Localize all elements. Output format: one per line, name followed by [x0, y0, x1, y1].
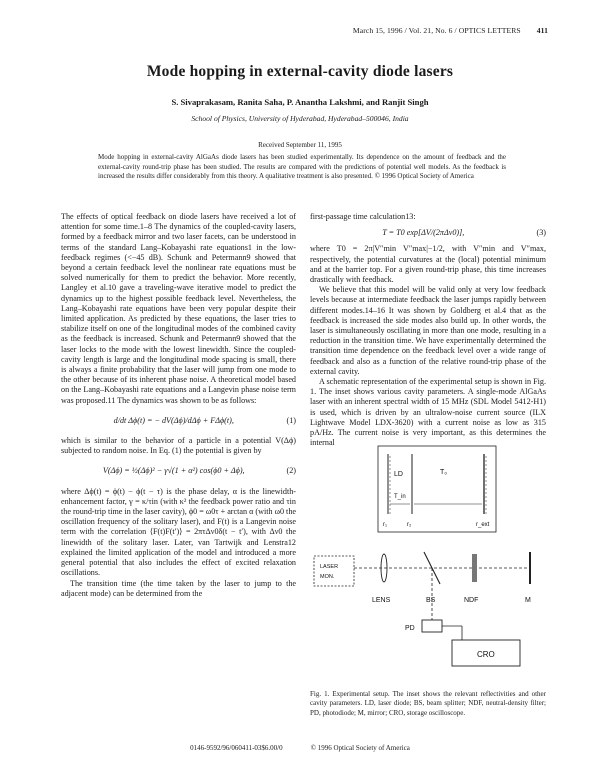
equation-2-expr: V(Δϕ) = ½(Δϕ)² − γ√(1 + α²) cos(ϕ0 + Δϕ),: [102, 466, 245, 476]
equation-3-expr: T = T0 exp[ΔV/(2πΔν0)],: [382, 228, 465, 238]
equation-2: [61, 466, 296, 476]
laser-label: LASER: [320, 564, 339, 570]
equation-1: [61, 416, 296, 426]
paragraph-potential: which is similar to the behavior of a particle in a potential V(Δϕ) subjected to random noise. In Eq. (1) the potential is given by: [61, 436, 296, 456]
equation-3: [310, 228, 546, 238]
inset-r2-label: r₂: [407, 522, 412, 528]
footer-code: 0146-9592/96/060411-03$6.00/0: [190, 744, 283, 752]
paragraph-first-passage: first-passage time calculation13:: [310, 212, 416, 221]
running-header: [353, 26, 548, 35]
cavity-inset: [378, 446, 496, 532]
setup-diagram: [314, 552, 531, 666]
ndf-shape: [472, 554, 477, 582]
left-column: [61, 212, 296, 599]
inset-r1-label: r₁: [383, 522, 388, 528]
inset-t0-label: T₀: [440, 469, 448, 476]
mirror-label: M: [525, 597, 531, 604]
inset-rext-label: r_ext: [476, 522, 490, 528]
ndf-label: NDF: [464, 597, 479, 604]
cro-label: CRO: [477, 650, 495, 659]
lens-label: LENS: [372, 597, 391, 604]
equation-3-number: (3): [536, 228, 546, 238]
abstract: Mode hopping in external-cavity AlGaAs diode lasers has been studied experimentally. Its dependence on the amount of feedback and the external-cavity round-trip phase has been studied. The results are compared with the predictions of potential well models. As the feedback is increased the results differ considerably from this theory. A qualitative treatment is also presented. © 1996 Optical Society of America: [98, 153, 506, 181]
received-date: Received September 11, 1995: [258, 141, 342, 149]
photodiode-box: [422, 620, 442, 632]
paragraph-setup: A schematic representation of the experimental setup is shown in Fig. 1. The inset shows various cavity parameters. A single-mode AlGaAs laser with an inherent spectral width of 15 MHz (SDL Model 5412-H1) is used, which is driven by an ultralow-noise current source (ILX Lightwave Model LDX-3620) with a current noise as low as 315 pA/Hz. The current noise is very important, as this determines the internal: [310, 377, 546, 448]
equation-2-number: (2): [286, 466, 296, 476]
paragraph-curvature: where T0 = 2π|V″min V″max|−1/2, with V″min and V″max, respectively, the potential curvatures at the (local) potential minimum and at the barrier top. For a given round-trip phase, this time increases drastically with feedback.: [310, 244, 546, 285]
affiliation: School of Physics, University of Hyderabad, Hyderabad–500046, India: [191, 114, 409, 123]
right-column: [310, 212, 546, 448]
paragraph-belief: We believe that this model will be valid only at very low feedback levels because at intermediate feedback the laser jumps rapidly between different modes.14–16 It was shown by Goldberg et al.4 that as the feedback is increased the side modes also build up. In other words, the laser is simultaneously oscillating in more than one mode, resulting in a reduction in the transition time. We have experimentally determined the transition time dependence on the feedback level over a wide range of feedback and also as a function of the relative round-trip phase of the external cavity.: [310, 285, 546, 376]
figure-caption: Fig. 1. Experimental setup. The inset shows the relevant reflectivities and other cavity parameters. LD, laser diode; BS, beam splitter; NDF, neutral-density filter; PD, photodiode; M, mirror; CRO, storage oscilloscope.: [310, 690, 546, 717]
footer-copyright: © 1996 Optical Society of America: [310, 744, 410, 752]
footer: [0, 744, 600, 752]
equation-1-number: (1): [286, 415, 296, 425]
paragraph-definitions: where Δϕ(t) = ϕ(t) − ϕ(t − τ) is the phase delay, α is the linewidth-enhancement factor, γ = κ/τin (with κ² the feedback power ratio and τin the round-trip time in the laser cavity), ϕ0 = ω0τ + arctan α (with ω0 the oscillation frequency of the solitary laser), and F(t) is a Langevin noise term with the correlation ⟨F(t)F(t′)⟩ = 2πτΔν0δ(t − t′), with Δν0 the linewidth of the solitary laser. Later, van Tartwijk and Lenstra12 explained the limited application of the model and introduced a more general potential that also includes the effect of excited relaxation oscillations.: [61, 486, 296, 578]
paragraph-transition: The transition time (the time taken by the laser to jump to the adjacent mode) can be determined from the: [61, 578, 296, 598]
inset-ld-label: LD: [394, 471, 403, 478]
pd-label: PD: [405, 625, 415, 632]
paper-title: Mode hopping in external-cavity diode lasers: [146, 63, 454, 80]
experimental-setup-figure: [312, 444, 552, 684]
paragraph-intro: The effects of optical feedback on diode lasers have received a lot of attention for some time.1–8 The dynamics of the coupled-cavity lasers, formed by a feedback mirror and two laser facets, can be understood in terms of the standard Lang–Kobayashi rate equations1 in the low-feedback regimes (<−45 dB). Schunk and Petermann9 showed that beyond a certain feedback level the nonlinear rate equations must be solved numerically for them to predict the behavior. More recently, Langley et al.10 gave a traveling-wave iterative model to predict the dynamics up to the highest possible feedback level. Nevertheless, the Lang–Kobayashi rate equations have been very popular despite their limited application. As predicted by these equations, the laser tries to stabilize itself on one of the longitudinal modes of the combined cavity as the feedback is increased. Schunk and Petermann9 showed that the laser locks to the mode with the lowest linewidth. Since the coupled-cavity length is large and the longitudinal mode spacing is small, there is always a finite probability that the laser will jump from one mode to the other because of its inherent phase noise. A theoretical model based on the Lang–Kobayashi rate equations and a Langevin phase noise term was proposed.11 The dynamics was shown to be as follows:: [61, 212, 296, 405]
page-number: 411: [536, 26, 548, 35]
equation-1-expr: d/dt Δϕ(t) = − dV(Δϕ)/dΔϕ + FΔϕ(t),: [113, 415, 234, 425]
monitor-label: MON.: [320, 574, 335, 580]
author-list: S. Sivaprakasam, Ranita Saha, P. Anantha Lakshmi, and Ranjit Singh: [171, 97, 429, 107]
inset-tin-label: T_in: [394, 494, 406, 500]
running-header-text: March 15, 1996 / Vol. 21, No. 6 / OPTICS LETTERS: [352, 26, 521, 35]
bs-label: BS: [426, 597, 436, 604]
